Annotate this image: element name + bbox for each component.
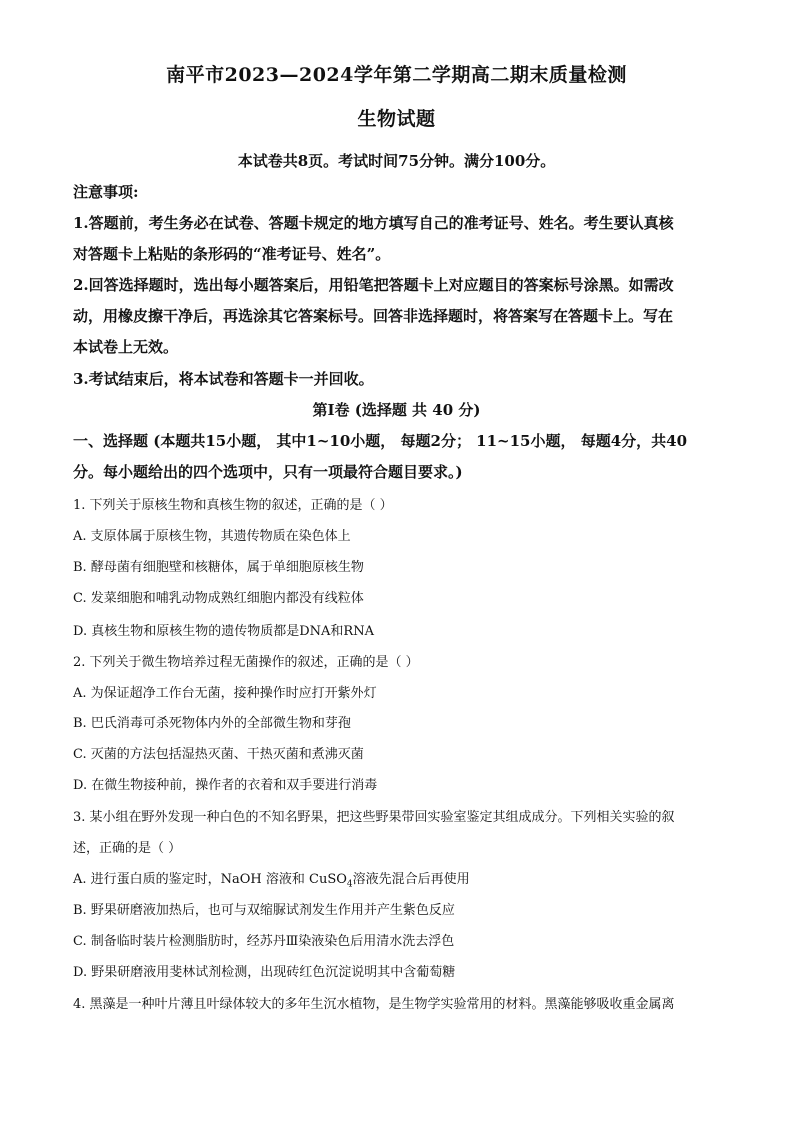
question-3-option-a-subscript: 4	[346, 879, 353, 890]
notice-item-2-line-3: 本试卷上无效。	[73, 338, 179, 356]
question-4-stem-line-1: 4. 黑藻是一种叶片薄且叶绿体较大的多年生沉水植物，是生物学实验常用的材料。黑藻能够吸收重金属离	[73, 997, 675, 1012]
question-1-option-a: A. 支原体属于原核生物，其遗传物质在染色体上	[73, 529, 351, 544]
volume-title: 第Ⅰ卷 (选择题 共 40 分)	[312, 401, 481, 419]
notice-item-1-line-1: 1.答题前，考生务必在试卷、答题卡规定的地方填写自己的准考证号、姓名。考生要认真核	[73, 214, 674, 232]
question-2-stem: 2. 下列关于微生物培养过程无菌操作的叙述，正确的是（ ）	[73, 655, 419, 670]
question-3-stem-line-1: 3. 某小组在野外发现一种白色的不知名野果，把这些野果带回实验室鉴定其组成成分。下列相关实验的叙	[73, 810, 675, 825]
question-3-stem-line-2: 述，正确的是（ ）	[73, 841, 182, 856]
question-2-option-c: C. 灭菌的方法包括湿热灭菌、干热灭菌和煮沸灭菌	[73, 747, 364, 762]
notice-heading: 注意事项:	[73, 183, 139, 201]
exam-title: 南平市2023—2024学年第二学期高二期末质量检测	[166, 64, 627, 86]
question-3-option-c: C. 制备临时装片检测脂肪时，经苏丹Ⅲ染液染色后用清水洗去浮色	[73, 934, 455, 949]
notice-item-2-line-1: 2.回答选择题时，选出每小题答案后，用铅笔把答题卡上对应题目的答案标号涂黑。如需改	[73, 276, 674, 294]
exam-subtitle: 生物试题	[357, 108, 436, 130]
question-1-option-b: B. 酵母菌有细胞壁和核糖体，属于单细胞原核生物	[73, 560, 364, 575]
question-1-option-d: D. 真核生物和原核生物的遗传物质都是DNA和RNA	[73, 624, 374, 639]
question-3-option-a-text-end: 溶液先混合后再使用	[352, 872, 470, 887]
notice-item-2-line-2: 动，用橡皮擦干净后，再选涂其它答案标号。回答非选择题时，将答案写在答题卡上。写在	[73, 307, 674, 325]
question-2-option-d: D. 在微生物接种前，操作者的衣着和双手要进行消毒	[73, 778, 378, 793]
question-3-option-a	[73, 868, 470, 890]
section-instruction-line-2: 分。每小题给出的四个选项中，只有一项最符合题目要求。)	[73, 463, 463, 481]
question-1-option-c: C. 发菜细胞和哺乳动物成熟红细胞内都没有线粒体	[73, 591, 364, 606]
question-2-option-b: B. 巴氏消毒可杀死物体内外的全部微生物和芽孢	[73, 716, 351, 731]
section-instruction-line-1: 一、选择题 (本题共15小题， 其中1~10小题， 每题2分； 11~15小题， 每题4分，共40	[73, 432, 688, 450]
question-3-option-b: B. 野果研磨液加热后，也可与双缩脲试剂发生作用并产生紫色反应	[73, 903, 455, 918]
notice-item-1-line-2: 对答题卡上粘贴的条形码的“准考证号、姓名”。	[73, 245, 391, 263]
question-1-stem: 1. 下列关于原核生物和真核生物的叙述，正确的是（ ）	[73, 498, 393, 513]
question-3-option-d: D. 野果研磨液用斐林试剂检测，出现砖红色沉淀说明其中含葡萄糖	[73, 965, 456, 980]
exam-info: 本试卷共8页。考试时间75分钟。满分100分。	[237, 152, 556, 170]
question-3-option-a-text: A. 进行蛋白质的鉴定时，NaOH 溶液和 CuSO	[73, 872, 347, 887]
question-2-option-a: A. 为保证超净工作台无菌，接种操作时应打开紫外灯	[73, 686, 377, 701]
notice-item-3: 3.考试结束后，将本试卷和答题卡一并回收。	[73, 370, 374, 388]
